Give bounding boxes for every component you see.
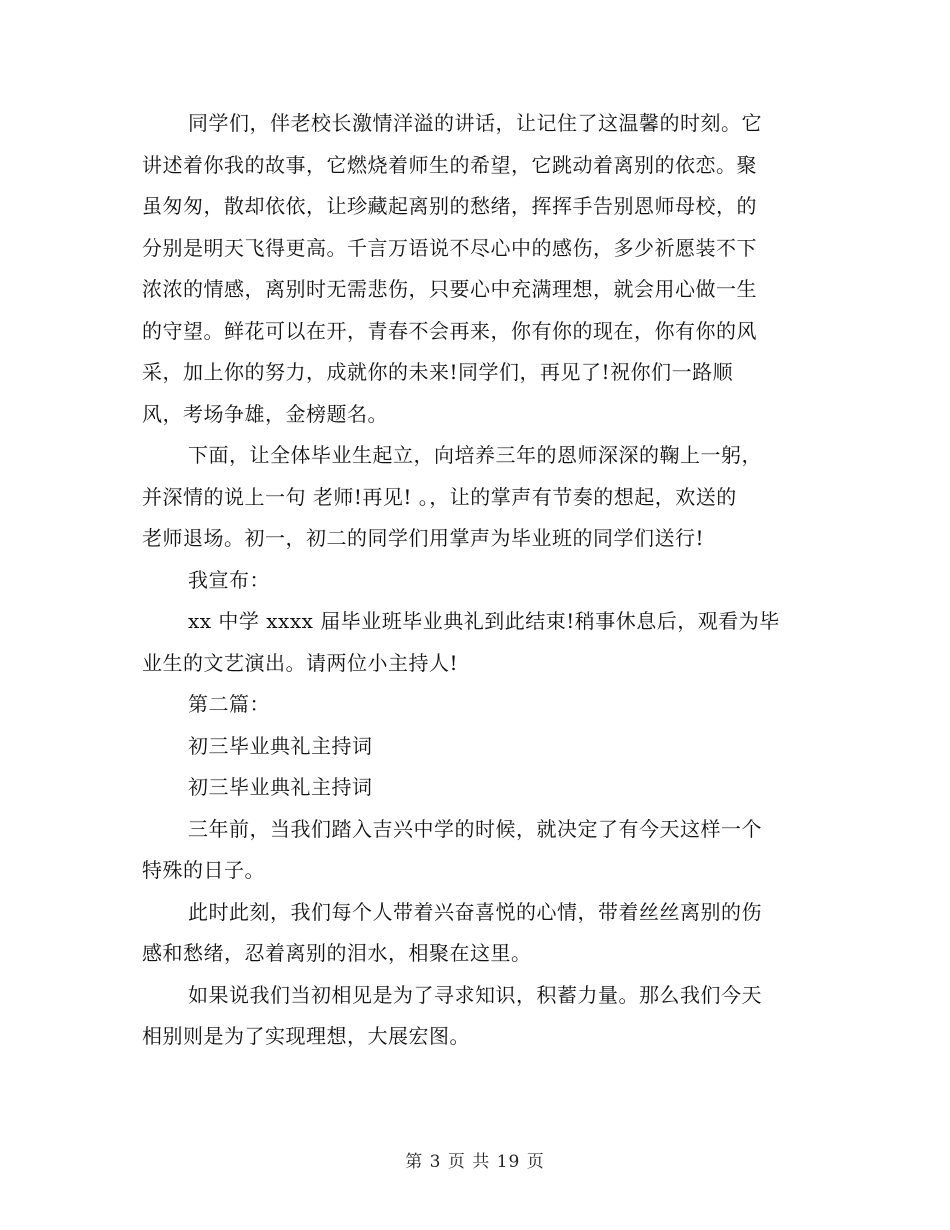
text-line: 浓浓的情感，离别时无需悲伤，只要心中充满理想，就会用心做一生 — [142, 277, 757, 301]
document-body — [142, 103, 802, 1058]
text-line: 讲述着你我的故事，它燃烧着师生的希望，它跳动着离别的依恋。聚 — [142, 152, 757, 177]
text-line: 第二篇： — [188, 692, 270, 716]
text-line: 初三毕业典礼主持词 — [188, 775, 373, 799]
text-line: 业生的文艺演出。请两位小主持人! — [142, 650, 459, 675]
text-line: 感和愁绪，忍着离别的泪水，相聚在这里。 — [142, 941, 532, 965]
text-line: 采，加上你的努力，成就你的未来!同学们，再见了!祝你们一路顺 — [142, 360, 734, 384]
text-line: 我宣布： — [188, 567, 270, 592]
text-line: 的守望。鲜花可以在开，青春不会再来，你有你的现在，你有你的风 — [142, 318, 757, 343]
text-line: 同学们，伴老校长激情洋溢的讲话，让记住了这温馨的时刻。它 — [188, 111, 762, 135]
text-line: 初三毕业典礼主持词 — [188, 733, 373, 758]
text-line: 下面，让全体毕业生起立，向培养三年的恩师深深的鞠上一躬， — [188, 443, 762, 467]
text-line: 虽匆匆，散却依依，让珍藏起离别的愁绪，挥挥手告别恩师母校，的 — [142, 194, 757, 218]
text-line: 并深情的说上一句 老师!再见! 。，让的掌声有节奏的想起，欢送的 — [142, 484, 737, 509]
text-line: 此时此刻，我们每个人带着兴奋喜悦的心情，带着丝丝离别的伤 — [188, 899, 762, 924]
text-line: 三年前，当我们踏入吉兴中学的时候，就决定了有今天这样一个 — [188, 816, 762, 841]
text-line: 分别是明天飞得更高。千言万语说不尽心中的感伤，多少祈愿装不下 — [142, 235, 757, 260]
text-line: xx 中学 xxxx 届毕业班毕业典礼到此结束!稍事休息后，观看为毕 — [188, 609, 780, 633]
text-line: 风，考场争雄，金榜题名。 — [142, 401, 388, 426]
page-footer: 第 3 页 共 19 页 — [405, 1152, 545, 1172]
text-line: 特殊的日子。 — [142, 858, 265, 882]
text-line: 如果说我们当初相见是为了寻求知识，积蓄力量。那么我们今天 — [188, 982, 762, 1007]
text-line: 老师退场。初一，初二的同学们用掌声为毕业班的同学们送行! — [142, 526, 705, 550]
text-line: 相别则是为了实现理想，大展宏图。 — [142, 1024, 470, 1048]
